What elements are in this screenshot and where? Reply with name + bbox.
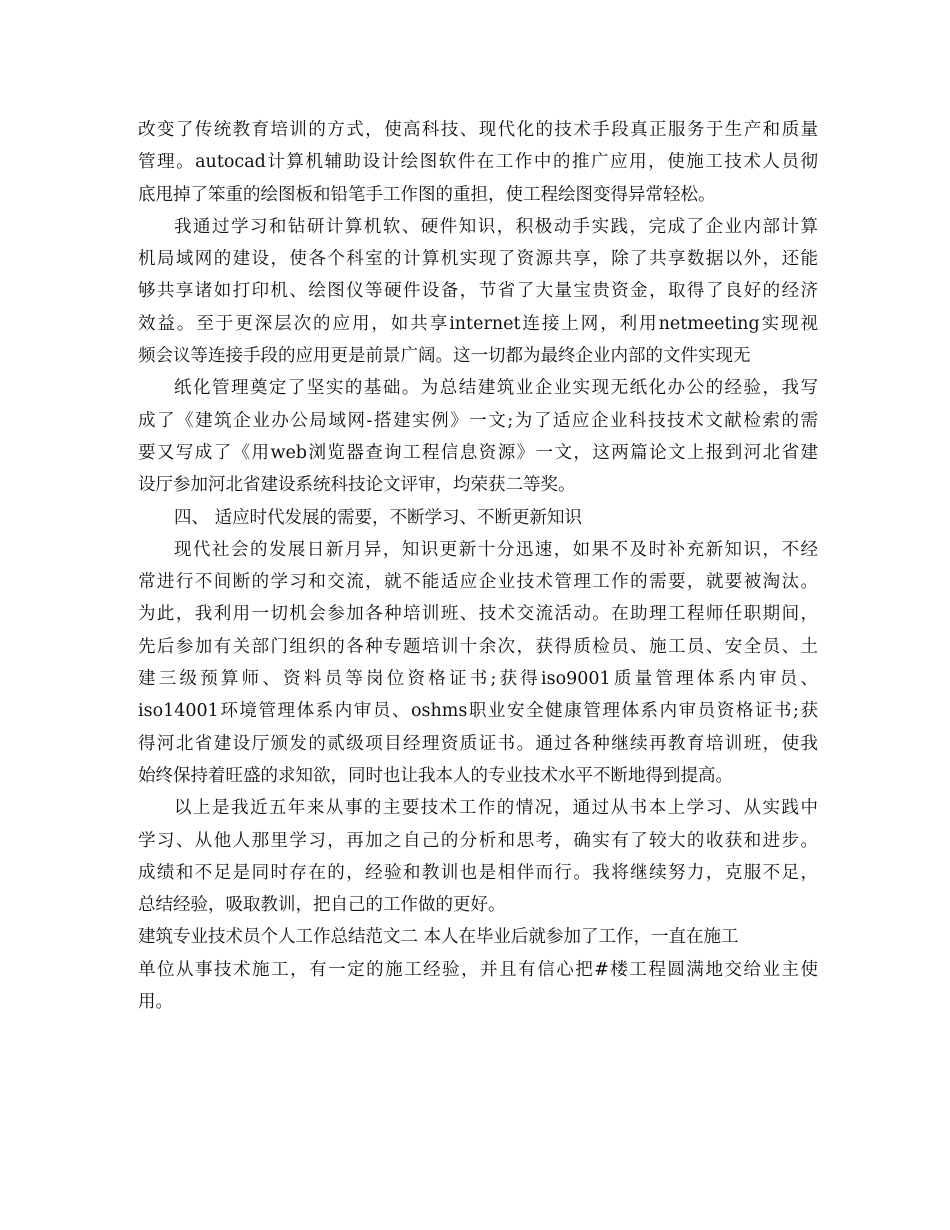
text-line: 底甩掉了笨重的绘图板和铅笔手工作图的重担，使工程绘图变得异常轻松。 <box>138 184 716 205</box>
text-line: 管理。autocad计算机辅助设计绘图软件在工作中的推广应用，使施工技术人员彻 <box>138 152 818 173</box>
text-line: 常进行不间断的学习和交流，就不能适应企业技术管理工作的需要，就要被淘汰。 <box>138 572 818 593</box>
text-line: 设厅参加河北省建设系统科技论文评审，均荣获二等奖。 <box>138 475 576 496</box>
text-line: 纸化管理奠定了坚实的基础。为总结建筑业企业实现无纸化办公的经验，我写 <box>174 378 818 399</box>
text-line: 我通过学习和钻研计算机软、硬件知识，积极动手实践，完成了企业内部计算 <box>174 216 818 237</box>
text-line: 单位从事技术施工，有一定的施工经验，并且有信心把#楼工程圆满地交给业主使 <box>138 959 818 980</box>
text-line: 要又写成了《用web浏览器查询工程信息资源》一文，这两篇论文上报到河北省建 <box>138 442 818 463</box>
document-body <box>138 114 818 1018</box>
text-line: 先后参加有关部门组织的各种专题培训十余次，获得质检员、施工员、安全员、土 <box>138 636 818 657</box>
text-line: 用。 <box>138 992 173 1013</box>
text-line: 现代社会的发展日新月异，知识更新十分迅速，如果不及时补充新知识，不经 <box>174 539 818 560</box>
text-line: iso14001环境管理体系内审员、oshms职业安全健康管理体系内审员资格证书;获 <box>138 701 818 722</box>
text-line: 建筑专业技术员个人工作总结范文二 本人在毕业后就参加了工作，一直在施工 <box>138 927 739 948</box>
text-line: 四、 适应时代发展的需要，不断学习、不断更新知识 <box>174 507 583 528</box>
text-line: 建三级预算师、资料员等岗位资格证书;获得iso9001质量管理体系内审员、 <box>138 669 818 690</box>
text-line: 效益。至于更深层次的应用，如共享internet连接上网，利用netmeeting实现视 <box>138 313 818 334</box>
text-line: 成绩和不足是同时存在的，经验和教训也是相伴而行。我将继续努力，克服不足， <box>138 862 818 883</box>
text-line: 改变了传统教育培训的方式，使高科技、现代化的技术手段真正服务于生产和质量 <box>138 120 818 140</box>
text-line: 频会议等连接手段的应用更是前景广阔。这一切都为最终企业内部的文件实现无 <box>138 346 751 367</box>
text-line: 学习、从他人那里学习，再加之自己的分析和思考，确实有了较大的收获和进步。 <box>138 830 818 851</box>
text-line: 总结经验，吸取教训，把自己的工作做的更好。 <box>138 895 506 916</box>
text-line: 为此，我利用一切机会参加各种培训班、技术交流活动。在助理工程师任职期间， <box>138 604 818 625</box>
text-line: 始终保持着旺盛的求知欲，同时也让我本人的专业技术水平不断地得到提高。 <box>138 765 733 786</box>
text-line: 得河北省建设厅颁发的贰级项目经理资质证书。通过各种继续再教育培训班，使我 <box>138 733 818 754</box>
text-line: 以上是我近五年来从事的主要技术工作的情况，通过从书本上学习、从实践中 <box>174 798 818 819</box>
text-line: 机局域网的建设，使各个科室的计算机实现了资源共享，除了共享数据以外，还能 <box>138 249 818 270</box>
text-line: 够共享诸如打印机、绘图仪等硬件设备，节省了大量宝贵资金，取得了良好的经济 <box>138 281 818 302</box>
text-line: 成了《建筑企业办公局域网-搭建实例》一文;为了适应企业科技技术文献检索的需 <box>138 410 818 431</box>
